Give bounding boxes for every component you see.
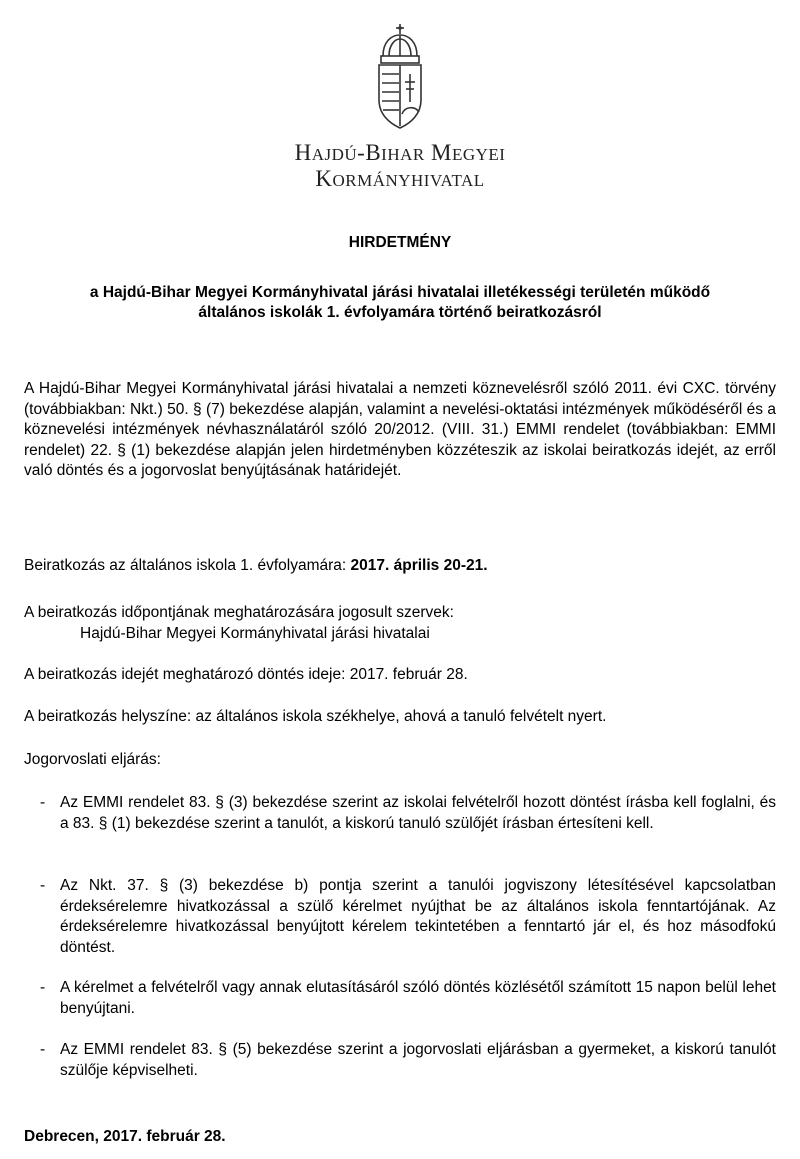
bullet-text: Az Nkt. 37. § (3) bekezdése b) pontja szerint a tanulói jogviszony létesítésével kapcsolatban érdeksérelemre hivatkozással a szülő kérelmet nyújthat be az általános iskola fenntartójának. Az érdeksérelemre hivatkozással benyújtott kérelem tekintetében a fenntartó jár el, és hoz másodfokú döntést. <box>60 877 776 956</box>
authority-value: Hajdú-Bihar Megyei Kormányhivatal járási hivatalai <box>80 624 430 642</box>
remedy-bullet <box>40 793 776 834</box>
venue-line: A beiratkozás helyszíne: az általános iskola székhelye, ahová a tanuló felvételt nyert. <box>24 708 607 725</box>
bullet-text: A kérelmet a felvételről vagy annak elutasításáról szóló döntés közlésétől számított 15 napon belül lehet benyújtani. <box>60 979 776 1017</box>
bullet-marker: - <box>40 1041 46 1058</box>
document-title: HIRDETMÉNY <box>348 234 452 251</box>
bullet-text: Az EMMI rendelet 83. § (3) bekezdése szerint az iskolai felvételről hozott döntést írásba kell foglalni, és a 83. § (1) bekezdése szerint a tanulót, a kiskorú tanuló szülőjét írásban értesíteni kell. <box>60 794 776 832</box>
enrolment-date: 2017. április 20-21. <box>350 557 488 574</box>
agency-name-line-2: KORMÁNYHIVATAL <box>315 166 485 191</box>
document-subtitle <box>40 283 760 323</box>
subtitle-line-2: általános iskolák 1. évfolyamára történő beiratkozásról <box>198 304 602 321</box>
coat-of-arms-logo <box>369 22 431 130</box>
remedy-bullet <box>40 1040 776 1081</box>
intro-paragraph: A Hajdú-Bihar Megyei Kormányhivatal járási hivatalai a nemzeti köznevelésről szóló 2011. évi CXC. törvény (továbbiakban: Nkt.) 50. § (7) bekezdése alapján, valamint a nevelési-oktatási intézmények működéséről és a köznevelési intézmények névhasználatáról szóló 20/2012. (VIII. 31.) EMMI rendelet (továbbiakban: EMMI rendelet) 22. § (1) bekezdése alapján jelen hirdetményben közzéteszik az iskolai beiratkozás idejét, az erről való döntés és a jogorvoslat benyújtásának határidejét. <box>24 380 776 479</box>
remedy-bullet <box>40 876 776 958</box>
signature-line: Debrecen, 2017. február 28. <box>24 1128 226 1145</box>
bullet-marker: - <box>40 794 46 811</box>
bullet-marker: - <box>40 877 46 894</box>
enrolment-line <box>24 556 776 577</box>
enrolment-label: Beiratkozás az általános iskola 1. évfolyamára: <box>24 557 351 574</box>
authority-block <box>24 603 776 644</box>
remedy-heading: Jogorvoslati eljárás: <box>24 751 161 768</box>
decision-date-line: A beiratkozás idejét meghatározó döntés ideje: 2017. február 28. <box>24 666 468 683</box>
authority-label: A beiratkozás időpontjának meghatározására jogosult szervek: <box>24 604 454 621</box>
bullet-text: Az EMMI rendelet 83. § (5) bekezdése szerint a jogorvoslati eljárásban a gyermeket, a kiskorú tanulót szülője képviselheti. <box>60 1041 776 1079</box>
subtitle-line-1: a Hajdú-Bihar Megyei Kormányhivatal járási hivatalai illetékességi területén működő <box>89 284 711 301</box>
remedy-bullet <box>40 978 776 1019</box>
agency-name-line-1: HAJDÚ-BIHAR MEGYEI <box>294 140 506 165</box>
bullet-marker: - <box>40 979 46 996</box>
